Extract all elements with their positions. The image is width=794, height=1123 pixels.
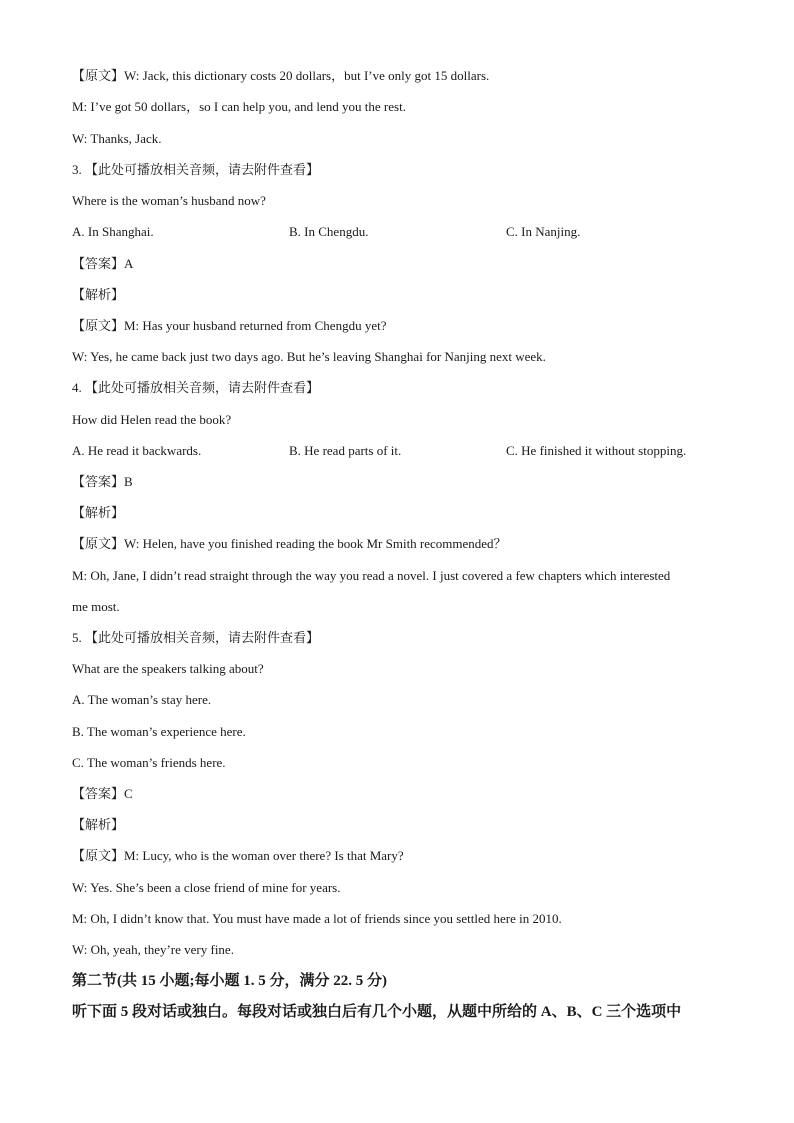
q5-transcript-line-4: W: Oh, yeah, they’re very fine. — [72, 942, 234, 957]
q5-audio-prompt: 5. 【此处可播放相关音频，请去附件查看】 — [72, 630, 320, 645]
q4-analysis-label: 【解析】 — [72, 505, 125, 520]
q5-answer: 【答案】C — [72, 786, 133, 801]
section2-instruction: 听下面 5 段对话或独白。每段对话或独白后有几个小题，从题中所给的 A、B、C 三个选项中 — [72, 1004, 682, 1020]
q3-option-b: B. In Chengdu. — [289, 224, 369, 239]
q4-question: How did Helen read the book? — [72, 412, 232, 427]
q3-option-a: A. In Shanghai. — [72, 224, 154, 239]
q3-transcript-line-2: W: Yes, he came back just two days ago. But he’s leaving Shanghai for Nanjing next week. — [72, 349, 546, 364]
q3-option-c: C. In Nanjing. — [506, 224, 581, 239]
q2-transcript-line-2: M: I’ve got 50 dollars，so I can help you, and lend you the rest. — [72, 99, 406, 114]
q5-option-a: A. The woman’s stay here. — [72, 692, 212, 707]
q5-transcript-line-3: M: Oh, I didn’t know that. You must have made a lot of friends since you settled here in 2010. — [72, 911, 562, 926]
q3-transcript-line-1: 【原文】M: Has your husband returned from Chengdu yet? — [72, 318, 387, 333]
section2-title: 第二节(共 15 小题;每小题 1. 5 分，满分 22. 5 分) — [72, 973, 387, 989]
q4-transcript-line-3: me most. — [72, 599, 120, 614]
q4-answer: 【答案】B — [72, 474, 133, 489]
q5-option-b: B. The woman’s experience here. — [72, 724, 246, 739]
q3-question: Where is the woman’s husband now? — [72, 193, 266, 208]
q3-answer: 【答案】A — [72, 256, 134, 271]
q5-analysis-label: 【解析】 — [72, 817, 125, 832]
q4-option-c: C. He finished it without stopping. — [506, 443, 687, 458]
q2-transcript-line-3: W: Thanks, Jack. — [72, 131, 162, 146]
q4-transcript-line-1: 【原文】W: Helen, have you finished reading the book Mr Smith recommended？ — [72, 536, 507, 551]
q5-option-c: C. The woman’s friends here. — [72, 755, 226, 770]
q2-transcript-line-1: 【原文】W: Jack, this dictionary costs 20 dollars，but I’ve only got 15 dollars. — [72, 68, 490, 83]
q4-audio-prompt: 4. 【此处可播放相关音频，请去附件查看】 — [72, 380, 320, 395]
q5-transcript-line-1: 【原文】M: Lucy, who is the woman over there? Is that Mary? — [72, 848, 404, 863]
q4-transcript-line-2: M: Oh, Jane, I didn’t read straight through the way you read a novel. I just covered a few chapters which interested — [72, 568, 671, 583]
q5-transcript-line-2: W: Yes. She’s been a close friend of mine for years. — [72, 880, 341, 895]
q4-option-a: A. He read it backwards. — [72, 443, 202, 458]
q5-question: What are the speakers talking about? — [72, 661, 264, 676]
q3-analysis-label: 【解析】 — [72, 287, 125, 302]
q3-audio-prompt: 3. 【此处可播放相关音频，请去附件查看】 — [72, 162, 320, 177]
q4-option-b: B. He read parts of it. — [289, 443, 402, 458]
